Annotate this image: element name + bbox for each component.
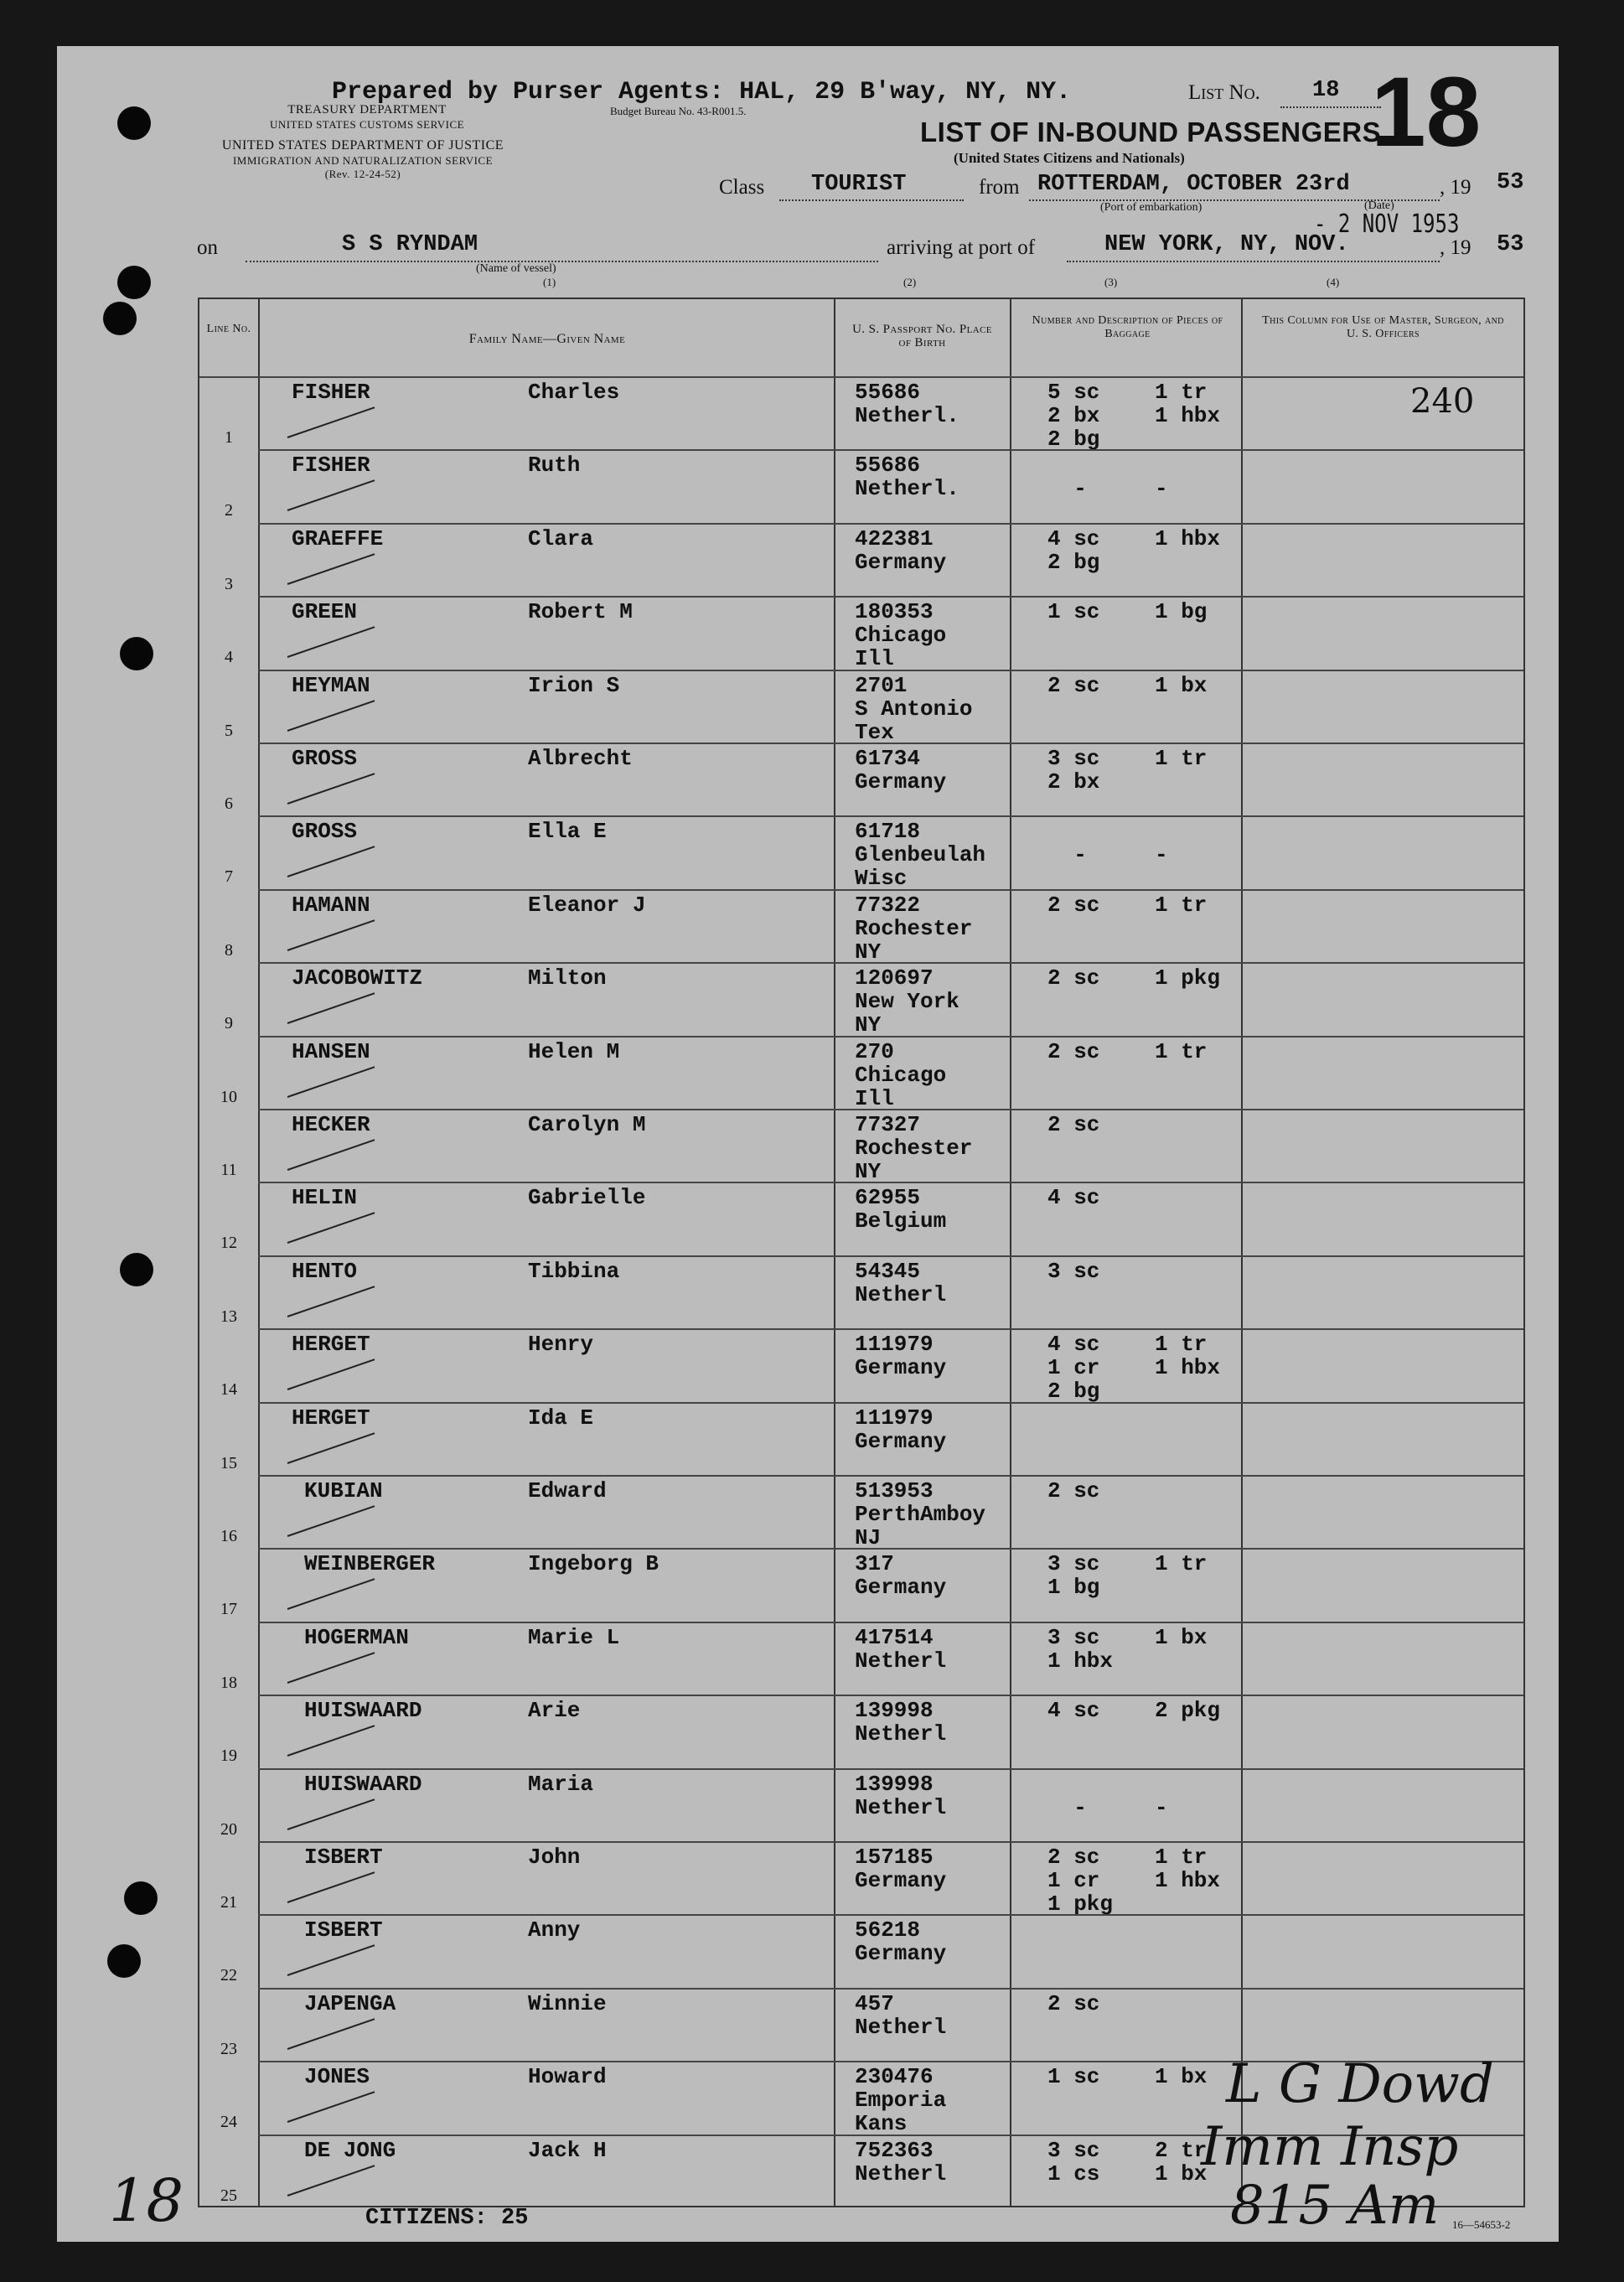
- line-number: 1: [225, 428, 233, 447]
- family-name: HECKER: [292, 1112, 370, 1137]
- baggage-primary: 2 sc: [1047, 1038, 1100, 1064]
- punch-hole: [120, 1253, 153, 1286]
- check-tick: [287, 1579, 375, 1611]
- line-number: 5: [225, 721, 233, 740]
- baggage-primary: 2 sc: [1047, 892, 1100, 918]
- passport-and-birthplace: 55686 Netherl.: [855, 453, 959, 502]
- line-number: 13: [220, 1307, 237, 1326]
- col-divider: [834, 299, 835, 2206]
- row-rule: [258, 670, 1523, 671]
- baggage-primary: 3 sc: [1047, 1258, 1100, 1284]
- line-number: 6: [225, 794, 233, 813]
- passport-and-birthplace: 752363 Netherl: [855, 2137, 947, 2186]
- col-header-baggage: Number and Description of Pieces of Baggage: [1032, 314, 1223, 340]
- punch-hole: [103, 302, 137, 335]
- given-name: Charles: [528, 380, 620, 405]
- vessel-underline: [246, 261, 878, 262]
- given-name: Milton: [528, 965, 607, 991]
- family-name: DE JONG: [304, 2137, 396, 2163]
- family-name: HANSEN: [292, 1038, 370, 1064]
- family-name: HUISWAARD: [304, 1698, 422, 1724]
- baggage-secondary: 1 tr: [1155, 892, 1208, 918]
- family-name: FISHER: [292, 380, 370, 405]
- baggage-secondary: -: [1155, 1794, 1168, 1820]
- check-tick: [287, 1358, 375, 1390]
- header-rule: [199, 376, 1523, 378]
- row-rule: [258, 1036, 1523, 1038]
- class-label: Class: [719, 176, 765, 199]
- passport-and-birthplace: 111979 Germany: [855, 1332, 947, 1381]
- punch-hole: [120, 637, 153, 670]
- baggage-primary: 5 sc 2 bx 2 bg: [1047, 380, 1100, 452]
- given-name: Clara: [528, 525, 594, 551]
- given-name: John: [528, 1845, 581, 1870]
- date-caption: (Date): [1364, 199, 1394, 212]
- given-name: Maria: [528, 1771, 594, 1797]
- passport-and-birthplace: 139998 Netherl: [855, 1771, 947, 1820]
- col-num-2: (2): [903, 276, 917, 288]
- passport-and-birthplace: 77327 Rochester NY: [855, 1112, 973, 1184]
- baggage-secondary: 1 tr: [1155, 1038, 1208, 1064]
- row-rule: [258, 1768, 1523, 1770]
- on-label: on: [197, 236, 218, 259]
- baggage-primary: 1 sc: [1047, 599, 1100, 625]
- given-name: Anny: [528, 1917, 581, 1943]
- passport-and-birthplace: 139998 Netherl: [855, 1698, 947, 1747]
- family-name: GRAEFFE: [292, 525, 384, 551]
- margin-note-number: 18: [109, 2166, 184, 2235]
- list-no-label: List No.: [1188, 81, 1260, 104]
- baggage-secondary: 1 bx: [1155, 1624, 1208, 1650]
- given-name: Ida E: [528, 1405, 594, 1431]
- manifest-page: [57, 46, 1559, 2242]
- col-num-3: (3): [1104, 276, 1118, 288]
- given-name: Jack H: [528, 2137, 607, 2163]
- given-name: Ingeborg B: [528, 1551, 659, 1577]
- customs-service: UNITED STATES CUSTOMS SERVICE: [269, 118, 465, 131]
- row-rule: [258, 1695, 1523, 1696]
- passport-and-birthplace: 422381 Germany: [855, 525, 947, 575]
- punch-hole: [107, 1944, 141, 1978]
- given-name: Ella E: [528, 819, 607, 845]
- family-name: GROSS: [292, 746, 358, 771]
- baggage-secondary: 1 hbx: [1155, 525, 1221, 551]
- family-name: JACOBOWITZ: [292, 965, 423, 991]
- line-number: 23: [220, 2039, 237, 2058]
- row-rule: [258, 1328, 1523, 1330]
- check-tick: [287, 773, 375, 805]
- citizens-count: CITIZENS: 25: [365, 2206, 529, 2231]
- baggage-primary: 3 sc 1 hbx: [1047, 1624, 1114, 1674]
- check-tick: [287, 553, 375, 585]
- baggage-secondary: -: [1155, 476, 1168, 502]
- passport-and-birthplace: 54345 Netherl: [855, 1258, 947, 1307]
- class-underline: [779, 199, 964, 201]
- row-rule: [258, 743, 1523, 744]
- given-name: Irion S: [528, 672, 620, 698]
- port-embark-caption: (Port of embarkation): [1100, 201, 1202, 214]
- check-tick: [287, 1945, 375, 1977]
- given-name: Marie L: [528, 1624, 620, 1650]
- baggage-secondary: 1 tr: [1155, 746, 1208, 771]
- row-rule: [258, 1182, 1523, 1183]
- immigration-service: IMMIGRATION AND NATURALIZATION SERVICE: [232, 154, 494, 167]
- baggage-primary: 3 sc 1 cs: [1047, 2137, 1100, 2186]
- col-divider: [1010, 299, 1011, 2206]
- vessel-caption: (Name of vessel): [476, 262, 556, 275]
- passport-and-birthplace: 62955 Belgium: [855, 1185, 947, 1234]
- baggage-secondary: 1 bx: [1155, 2064, 1208, 2090]
- punch-hole: [117, 266, 151, 299]
- check-tick: [287, 480, 375, 512]
- purser-agents-line: Prepared by Purser Agents: HAL, 29 B'way, NY, NY.: [332, 78, 1072, 106]
- line-number: 24: [220, 2113, 237, 2132]
- check-tick: [287, 1798, 375, 1830]
- baggage-secondary: 1 tr: [1155, 1551, 1208, 1577]
- inspector-signature-title: Imm Insp: [1201, 2116, 1459, 2178]
- family-name: HELIN: [292, 1185, 358, 1211]
- baggage-primary: 3 sc 1 bg: [1047, 1551, 1100, 1601]
- col-header-name: Family Name—Given Name: [468, 332, 626, 346]
- row-rule: [258, 1255, 1523, 1257]
- family-name: HEYMAN: [292, 672, 370, 698]
- baggage-primary: 2 sc: [1047, 672, 1100, 698]
- check-tick: [287, 1652, 375, 1684]
- family-name: HOGERMAN: [304, 1624, 409, 1650]
- line-number: 15: [220, 1453, 237, 1472]
- class-value: TOURIST: [811, 172, 907, 197]
- list-no-value: 18: [1312, 78, 1340, 103]
- year-1: 53: [1497, 170, 1524, 195]
- revision-note: (Rev. 12-24-52): [324, 168, 401, 180]
- department-of-justice: UNITED STATES DEPARTMENT OF JUSTICE: [221, 138, 504, 153]
- punch-hole: [124, 1881, 158, 1915]
- family-name: GROSS: [292, 819, 358, 845]
- check-tick: [287, 992, 375, 1024]
- passport-and-birthplace: 513953 PerthAmboy NJ: [855, 1478, 986, 1550]
- line-number: 11: [220, 1161, 237, 1179]
- given-name: Winnie: [528, 1990, 607, 2016]
- line-number: 10: [220, 1087, 237, 1106]
- year-label-2: , 19: [1440, 236, 1471, 259]
- line-number: 9: [225, 1014, 233, 1033]
- baggage-primary: 2 sc: [1047, 1478, 1100, 1503]
- line-number: 8: [225, 940, 233, 960]
- inspector-signature-name: L G Dowd: [1226, 2053, 1494, 2115]
- col-divider: [258, 299, 260, 2206]
- row-rule: [258, 1841, 1523, 1843]
- baggage-secondary: 2 tr 1 bx: [1155, 2137, 1208, 2186]
- family-name: HAMANN: [292, 892, 370, 918]
- given-name: Albrecht: [528, 746, 633, 771]
- given-name: Tibbina: [528, 1258, 620, 1284]
- given-name: Howard: [528, 2064, 607, 2090]
- passenger-table: [198, 298, 1525, 2207]
- baggage-secondary: 1 pkg: [1155, 965, 1221, 991]
- row-rule: [258, 815, 1523, 817]
- check-tick: [287, 2018, 375, 2050]
- col-num-4: (4): [1327, 276, 1340, 288]
- punch-hole: [117, 106, 151, 140]
- passport-and-birthplace: 111979 Germany: [855, 1405, 947, 1454]
- line-number: 12: [220, 1234, 237, 1253]
- given-name: Ruth: [528, 453, 581, 479]
- row-rule: [258, 962, 1523, 964]
- col-num-1: (1): [543, 276, 556, 288]
- baggage-primary: 1 sc: [1047, 2064, 1100, 2090]
- col-header-line-no: Line No.: [206, 323, 251, 335]
- form-number: 16—54653-2: [1452, 2218, 1511, 2231]
- family-name: GREEN: [292, 599, 358, 625]
- given-name: Arie: [528, 1698, 581, 1724]
- family-name: HENTO: [292, 1258, 358, 1284]
- row-rule: [258, 1109, 1523, 1110]
- baggage-primary: 2 sc: [1047, 1990, 1100, 2016]
- budget-bureau-note: Budget Bureau No. 43-R001.5.: [610, 105, 747, 117]
- row-rule: [258, 1548, 1523, 1550]
- check-tick: [287, 846, 375, 878]
- baggage-primary: 2 sc 1 cr 1 pkg: [1047, 1845, 1114, 1917]
- row-rule: [258, 1475, 1523, 1477]
- given-name: Gabrielle: [528, 1185, 646, 1211]
- officer-note: 240: [1410, 382, 1475, 421]
- baggage-primary: -: [1073, 1794, 1087, 1820]
- baggage-primary: 2 sc: [1047, 965, 1100, 991]
- check-tick: [287, 406, 375, 438]
- check-tick: [287, 2091, 375, 2123]
- manifest-subtitle: (United States Citizens and Nationals): [954, 150, 1185, 166]
- baggage-primary: -: [1073, 476, 1087, 502]
- family-name: ISBERT: [304, 1845, 383, 1870]
- family-name: JAPENGA: [304, 1990, 396, 2016]
- big-list-number: 18: [1371, 57, 1482, 168]
- check-tick: [287, 1213, 375, 1244]
- col-header-passport: U. S. Passport No. Place of Birth: [852, 323, 992, 349]
- check-tick: [287, 1505, 375, 1537]
- baggage-secondary: 1 bg: [1155, 599, 1208, 625]
- passport-and-birthplace: 61734 Germany: [855, 746, 947, 794]
- check-tick: [287, 1725, 375, 1757]
- line-number: 19: [220, 1746, 237, 1766]
- check-tick: [287, 1286, 375, 1317]
- year-label-1: , 19: [1440, 176, 1471, 199]
- passport-and-birthplace: 417514 Netherl: [855, 1624, 947, 1674]
- col-divider: [1241, 299, 1243, 2206]
- passport-and-birthplace: 56218 Germany: [855, 1917, 947, 1967]
- baggage-secondary: 2 pkg: [1155, 1698, 1221, 1724]
- list-no-underline: [1280, 106, 1381, 108]
- check-tick: [287, 919, 375, 951]
- baggage-secondary: 1 tr 1 hbx: [1155, 1332, 1221, 1381]
- check-tick: [287, 626, 375, 658]
- passport-and-birthplace: 270 Chicago Ill: [855, 1038, 947, 1111]
- baggage-primary: 4 sc 1 cr 2 bg: [1047, 1332, 1100, 1405]
- row-rule: [258, 596, 1523, 598]
- from-label: from: [979, 176, 1020, 199]
- passport-and-birthplace: 120697 New York NY: [855, 965, 959, 1038]
- row-rule: [258, 1402, 1523, 1404]
- treasury-department: TREASURY DEPARTMENT: [287, 103, 447, 116]
- year-2: 53: [1497, 232, 1524, 257]
- passport-and-birthplace: 317 Germany: [855, 1551, 947, 1601]
- check-tick: [287, 2165, 375, 2197]
- baggage-primary: 2 sc: [1047, 1112, 1100, 1137]
- row-rule: [258, 449, 1523, 451]
- baggage-secondary: -: [1155, 842, 1168, 868]
- arrival-underline: [1067, 261, 1440, 262]
- check-tick: [287, 1871, 375, 1903]
- check-tick: [287, 1066, 375, 1098]
- line-number: 22: [220, 1966, 237, 1985]
- family-name: KUBIAN: [304, 1478, 383, 1503]
- baggage-secondary: 1 tr 1 hbx: [1155, 1845, 1221, 1893]
- inspector-signature-code: 815 Am: [1230, 2175, 1440, 2237]
- arriving-label: arriving at port of: [887, 236, 1036, 259]
- line-number: 2: [225, 501, 233, 520]
- family-name: ISBERT: [304, 1917, 383, 1943]
- baggage-primary: 4 sc 2 bg: [1047, 525, 1100, 575]
- passport-and-birthplace: 230476 Emporia Kans: [855, 2064, 947, 2137]
- baggage-secondary: 1 bx: [1155, 672, 1208, 698]
- line-number: 17: [220, 1600, 237, 1619]
- family-name: HERGET: [292, 1405, 370, 1431]
- line-number: 18: [220, 1673, 237, 1692]
- baggage-secondary: 1 tr 1 hbx: [1155, 380, 1221, 428]
- passport-and-birthplace: 55686 Netherl.: [855, 380, 959, 428]
- check-tick: [287, 1432, 375, 1464]
- row-rule: [258, 1622, 1523, 1623]
- baggage-primary: 4 sc: [1047, 1185, 1100, 1211]
- line-number: 20: [220, 1819, 237, 1839]
- baggage-primary: 3 sc 2 bx: [1047, 746, 1100, 794]
- line-number: 21: [220, 1893, 237, 1912]
- family-name: JONES: [304, 2064, 370, 2090]
- passport-and-birthplace: 457 Netherl: [855, 1990, 947, 2040]
- line-number: 25: [220, 2186, 237, 2205]
- arrival-port: NEW YORK, NY, NOV.: [1104, 232, 1349, 257]
- baggage-primary: 4 sc: [1047, 1698, 1100, 1724]
- baggage-primary: -: [1073, 842, 1087, 868]
- port-of-embarkation: ROTTERDAM, OCTOBER 23rd: [1037, 172, 1350, 197]
- vessel-name: S S RYNDAM: [342, 232, 478, 257]
- line-number: 16: [220, 1527, 237, 1545]
- line-number: 14: [220, 1380, 237, 1400]
- passport-and-birthplace: 2701 S Antonio Tex: [855, 672, 973, 745]
- family-name: FISHER: [292, 453, 370, 479]
- row-rule: [258, 1914, 1523, 1916]
- row-rule: [258, 1988, 1523, 1990]
- manifest-title: LIST OF IN-BOUND PASSENGERS: [920, 116, 1382, 147]
- given-name: Carolyn M: [528, 1112, 646, 1137]
- given-name: Henry: [528, 1332, 594, 1358]
- family-name: HERGET: [292, 1332, 370, 1358]
- family-name: WEINBERGER: [304, 1551, 436, 1577]
- check-tick: [287, 1139, 375, 1171]
- line-number: 3: [225, 574, 233, 593]
- line-number: 4: [225, 648, 233, 667]
- given-name: Edward: [528, 1478, 607, 1503]
- passport-and-birthplace: 61718 Glenbeulah Wisc: [855, 819, 986, 892]
- passport-and-birthplace: 157185 Germany: [855, 1845, 947, 1893]
- given-name: Helen M: [528, 1038, 620, 1064]
- col-header-officers: This Column for Use of Master, Surgeon, and U. S. Officers: [1262, 314, 1504, 340]
- given-name: Eleanor J: [528, 892, 646, 918]
- passport-and-birthplace: 180353 Chicago Ill: [855, 599, 947, 672]
- line-number: 7: [225, 867, 233, 887]
- check-tick: [287, 700, 375, 732]
- row-rule: [258, 523, 1523, 525]
- family-name: HUISWAARD: [304, 1771, 422, 1797]
- row-rule: [258, 889, 1523, 891]
- passport-and-birthplace: 77322 Rochester NY: [855, 892, 973, 965]
- date-stamp: - 2 NOV 1953: [1314, 210, 1460, 239]
- given-name: Robert M: [528, 599, 633, 625]
